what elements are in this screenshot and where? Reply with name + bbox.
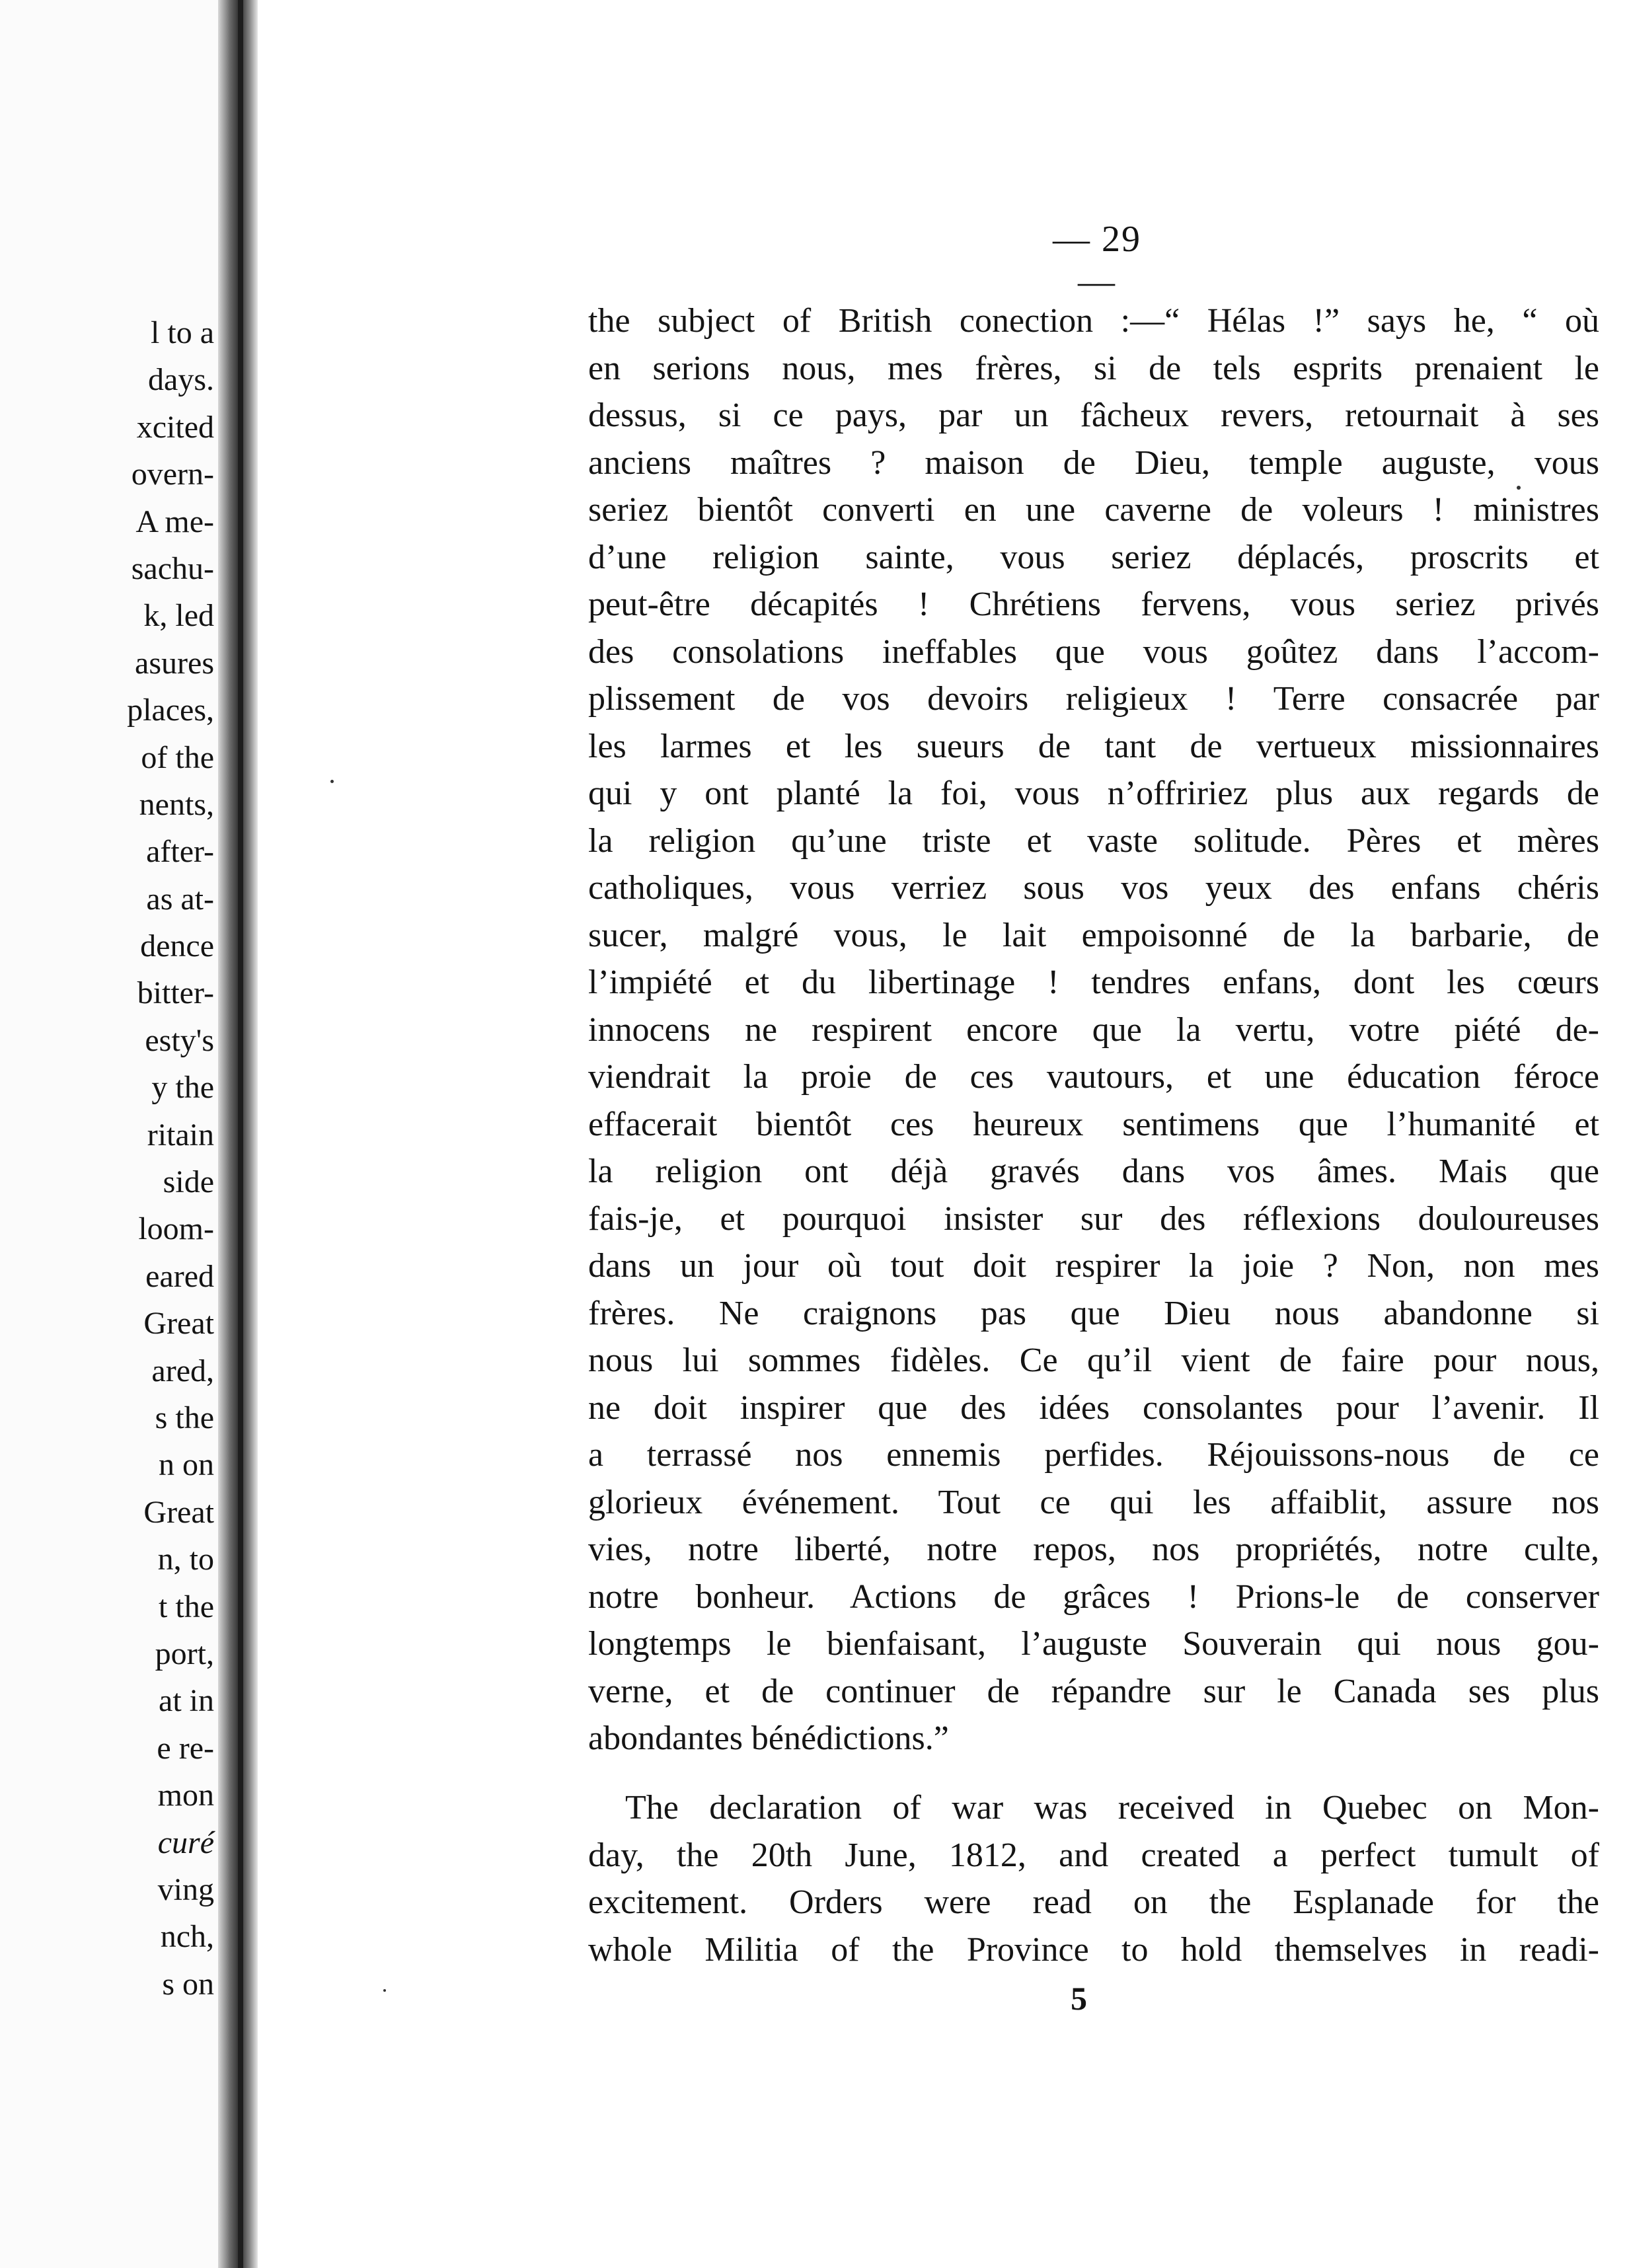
left-page-line: A me- <box>135 504 214 539</box>
quotation-line: les larmes et les sueurs de tant de vertueux missionnaires <box>588 727 1599 765</box>
ink-speck <box>1517 486 1521 490</box>
left-page-line: n on <box>159 1447 214 1483</box>
left-page-line: s the <box>155 1400 214 1435</box>
quotation-line: verne, et de continuer de répandre sur le Canada ses plus <box>588 1672 1599 1710</box>
quotation-line: viendrait la proie de ces vautours, et une éducation féroce <box>588 1058 1599 1096</box>
quotation-line: a terrassé nos ennemis perfides. Réjouissons-nous de ce <box>588 1436 1599 1474</box>
quotation-line: dessus, si ce pays, par un fâcheux revers, retournait à ses <box>588 397 1599 434</box>
left-page-line: of the <box>141 739 214 775</box>
quotation-line: the subject of British conection :—“ Hélas !” says he, “ où <box>588 302 1599 340</box>
left-page-line: esty's <box>145 1022 214 1058</box>
left-page-line: e re- <box>157 1730 214 1766</box>
quotation-line: plissement de vos devoirs religieux ! Terre consacrée par <box>588 680 1599 718</box>
quotation-line: dans un jour où tout doit respirer la joie ? Non, non mes <box>588 1247 1599 1285</box>
left-page-line: bitter- <box>137 975 214 1011</box>
quotation-line: innocens ne respirent encore que la vertu, votre piété de- <box>588 1010 1599 1049</box>
left-page-line: l to a <box>151 315 214 350</box>
left-page-line: dence <box>140 928 214 964</box>
left-page-fragment <box>0 0 218 2268</box>
left-page-line: Great <box>143 1306 214 1342</box>
left-page-line: as at- <box>146 881 214 917</box>
paragraph-line: The declaration of war was received in Quebec on Mon- <box>625 1789 1599 1827</box>
page-number: — 29 — <box>1053 219 1141 302</box>
left-page-line: mon <box>157 1778 214 1813</box>
left-page-line: Great <box>143 1494 214 1530</box>
quotation-line: d’une religion sainte, vous seriez déplacés, proscrits et <box>588 538 1599 576</box>
left-page-line: at in <box>159 1683 214 1719</box>
left-page-line: eared <box>145 1258 214 1294</box>
quotation-line: ne doit inspirer que des idées consolantes pour l’avenir. Il <box>588 1388 1599 1427</box>
french-quotation <box>588 297 1599 1762</box>
left-page-line: days. <box>148 362 214 398</box>
left-page-line: places, <box>127 693 214 728</box>
quotation-line: effacerait bientôt ces heureux sentimens que l’humanité et <box>588 1105 1599 1143</box>
quotation-line: longtemps le bienfaisant, l’auguste Souverain qui nous gou- <box>588 1625 1599 1663</box>
quotation-line: la religion qu’une triste et vaste solitude. Pères et mères <box>588 821 1599 860</box>
quotation-line: catholiques, vous verriez sous vos yeux des enfans chéris <box>588 869 1599 907</box>
quotation-line: nous lui sommes fidèles. Ce qu’il vient de faire pour nous, <box>588 1342 1599 1379</box>
left-page-line: k, led <box>143 598 214 634</box>
quotation-line: glorieux événement. Tout ce qui les affaiblit, assure nos <box>588 1483 1599 1521</box>
quotation-line: l’impiété et du libertinage ! tendres enfans, dont les cœurs <box>588 964 1599 1001</box>
quotation-line: frères. Ne craignons pas que Dieu nous abandonne si <box>588 1294 1599 1332</box>
left-page-line: side <box>163 1164 214 1200</box>
signature-mark: 5 <box>1071 1980 1087 2017</box>
quotation-line: en serions nous, mes frères, si de tels esprits prenaient le <box>588 349 1599 387</box>
paragraph-line: day, the 20th June, 1812, and created a perfect tumult of <box>588 1836 1599 1874</box>
left-page-line: t the <box>159 1589 214 1624</box>
left-page-line: y the <box>151 1070 214 1106</box>
quotation-line: sucer, malgré vous, le lait empoisonné de la barbarie, de <box>588 916 1599 954</box>
quotation-line: peut-être décapités ! Chrétiens fervens, vous seriez privés <box>588 586 1599 623</box>
left-page-line: after- <box>146 834 214 870</box>
left-page-line: xcited <box>136 409 214 445</box>
quotation-line: des consolations ineffables que vous goûtez dans l’accom- <box>588 632 1599 671</box>
ink-speck <box>383 1989 386 1992</box>
quotation-line: fais-je, et pourquoi insister sur des réflexions douloureuses <box>588 1199 1599 1238</box>
quotation-line: qui y ont planté la foi, vous n’offririez plus aux regards de <box>588 775 1599 812</box>
left-page-line: loom- <box>138 1211 214 1247</box>
left-page-line: nch, <box>160 1919 214 1955</box>
body-paragraph <box>588 1784 1599 1973</box>
left-page-text <box>0 309 218 2008</box>
quotation-line: la religion ont déjà gravés dans vos âmes. Mais que <box>588 1153 1599 1190</box>
left-page-line: nents, <box>139 786 214 822</box>
quotation-line: anciens maîtres ? maison de Dieu, temple auguste, vous <box>588 443 1599 482</box>
quotation-line: seriez bientôt converti en une caverne de voleurs ! ministres <box>588 491 1599 529</box>
left-page-line: curé <box>157 1825 214 1860</box>
ink-speck <box>330 780 334 783</box>
left-page-line: sachu- <box>131 550 214 586</box>
quotation-line: vies, notre liberté, notre repos, nos propriétés, notre culte, <box>588 1531 1599 1568</box>
paragraph-line: excitement. Orders were read on the Esplanade for the <box>588 1883 1599 1921</box>
left-page-line: asures <box>135 645 214 681</box>
paragraph-line: whole Militia of the Province to hold themselves in readi- <box>588 1930 1599 1969</box>
left-page-line: port, <box>155 1636 214 1671</box>
right-page <box>258 0 1631 2268</box>
quotation-line: notre bonheur. Actions de grâces ! Prions-le de conserver <box>588 1577 1599 1616</box>
left-page-line: s on <box>162 1966 214 2002</box>
book-gutter-edge <box>238 0 243 2268</box>
left-page-line: ving <box>157 1871 214 1907</box>
left-page-line: ritain <box>147 1117 214 1153</box>
left-page-line: ared, <box>151 1353 214 1388</box>
left-page-line: n, to <box>157 1542 214 1577</box>
quotation-line: abondantes bénédictions.” <box>588 1720 949 1757</box>
left-page-line: overn- <box>131 457 214 492</box>
